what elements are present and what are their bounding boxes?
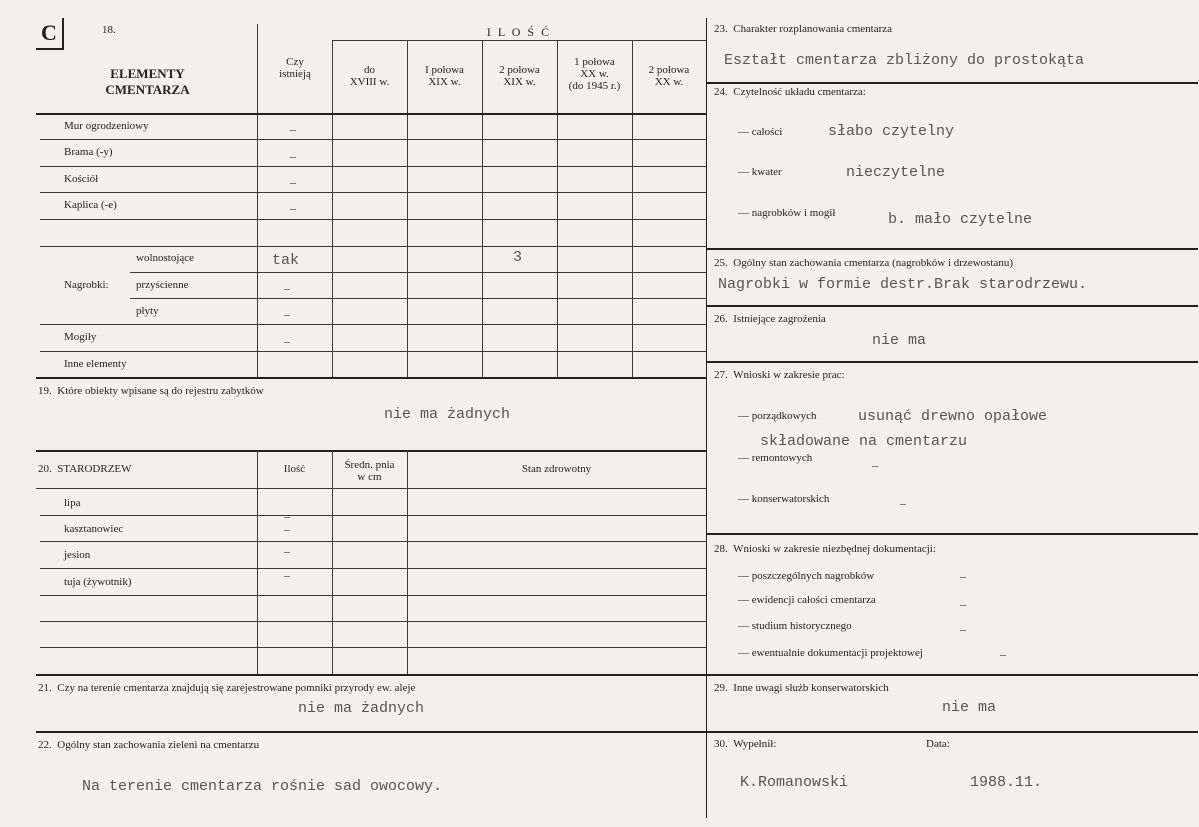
section-22-label: 22. Ogólny stan zachowania zieleni na cmentarzu	[38, 739, 260, 751]
section-30-label: 30. Wypełnił:	[714, 738, 777, 750]
tree-diameter-header: Średn. pnia w cm	[344, 459, 395, 483]
documentation-item-value: –	[960, 569, 966, 583]
section-25-value: Nagrobki w formie destr.Brak starodrzewu.	[718, 276, 1088, 293]
row-quantity-value: 3	[513, 249, 523, 266]
row-exists-value: –	[284, 334, 290, 348]
filled-by-name: K.Romanowski	[740, 774, 849, 791]
works-item-value: składowane na cmentarzu	[760, 433, 968, 450]
row-label: Kościół	[64, 173, 99, 185]
row-exists-value: –	[290, 149, 296, 163]
section-23-label: 23. Charakter rozplanowania cmentarza	[714, 23, 893, 35]
section-25-label: 25. Ogólny stan zachowania cmentarza (nagrobków i drzewostanu)	[714, 257, 1014, 269]
legibility-item-value: słabo czytelny	[828, 123, 955, 140]
tree-name: kasztanowiec	[64, 523, 124, 535]
date-label: Data:	[926, 738, 950, 750]
section-18-number: 18.	[102, 24, 116, 36]
tree-qty-header: Ilość	[283, 463, 306, 475]
section-29-value: nie ma	[942, 699, 997, 716]
documentation-item-label: — ewentualnie dokumentacji projektowej	[738, 647, 923, 659]
section-21-value: nie ma żadnych	[298, 700, 425, 717]
section-28-label: 28. Wnioski w zakresie niezbędnej dokumentacji:	[714, 543, 936, 555]
period-column-header: I połowa XIX w.	[425, 64, 464, 88]
elements-title: ELEMENTY CMENTARZA	[105, 66, 190, 97]
section-24-label: 24. Czytelność układu cmentarza:	[714, 86, 866, 98]
row-label: Brama (-y)	[64, 146, 113, 158]
row-label: Inne elementy	[64, 358, 127, 370]
section-22-value: Na terenie cmentarza rośnie sad owocowy.	[82, 778, 443, 795]
tree-health-header: Stan zdrowotny	[521, 463, 592, 475]
period-column-header: do XVIII w.	[349, 64, 390, 88]
section-26-value: nie ma	[872, 332, 927, 349]
row-exists-value: –	[290, 201, 296, 215]
period-column-header: 2 połowa XIX w.	[499, 64, 540, 88]
tree-qty: –	[284, 544, 290, 558]
documentation-item-value: –	[1000, 647, 1006, 661]
section-27-label: 27. Wnioski w zakresie prac:	[714, 369, 845, 381]
filled-date: 1988.11.	[970, 774, 1043, 791]
documentation-item-label: — ewidencji całości cmentarza	[738, 594, 876, 606]
row-label: płyty	[136, 305, 159, 317]
works-item-value: –	[900, 496, 906, 510]
card-letter: C	[36, 18, 64, 50]
quantity-header: I L O Ś Ć	[486, 25, 552, 39]
works-item-label: — porządkowych	[738, 410, 817, 422]
row-exists-value: –	[284, 307, 290, 321]
documentation-item-label: — poszczególnych nagrobków	[738, 570, 875, 582]
tree-qty: –	[284, 568, 290, 582]
section-29-label: 29. Inne uwagi służb konserwatorskich	[714, 682, 889, 694]
works-item-value: –	[872, 458, 878, 472]
tree-name: tuja (żywotnik)	[64, 576, 132, 588]
row-exists-value: –	[284, 281, 290, 295]
documentation-item-value: –	[960, 597, 966, 611]
nagrobki-label: Nagrobki:	[64, 279, 109, 291]
period-column-header: 2 połowa XX w.	[648, 64, 690, 88]
documentation-item-value: –	[960, 622, 966, 636]
legibility-item-label: — całości	[738, 126, 783, 138]
row-exists-value: tak	[272, 252, 300, 269]
row-label: Mogiły	[64, 331, 97, 343]
row-exists-value: –	[290, 122, 296, 136]
period-column-header: 1 połowa XX w. (do 1945 r.)	[568, 56, 621, 92]
legibility-item-label: — nagrobków i mogił	[738, 207, 836, 219]
section-19-label: 19. Które obiekty wpisane są do rejestru zabytków	[38, 385, 264, 397]
works-item-value: usunąć drewno opałowe	[858, 408, 1048, 425]
section-20-title: 20. STARODRZEW	[38, 463, 132, 475]
tree-name: lipa	[64, 497, 81, 509]
legibility-item-value: b. mało czytelne	[888, 211, 1033, 228]
documentation-item-label: — studium historycznego	[738, 620, 852, 632]
row-label: przyścienne	[136, 279, 189, 291]
section-19-value: nie ma żadnych	[384, 406, 511, 423]
tree-name: jesion	[64, 549, 91, 561]
works-item-label: — remontowych	[738, 452, 813, 464]
legibility-item-value: nieczytelne	[846, 164, 946, 181]
works-item-label: — konserwatorskich	[738, 493, 830, 505]
row-label: Mur ogrodzeniowy	[64, 120, 149, 132]
row-label: wolnostojące	[136, 252, 195, 264]
exists-column-header: Czy istnieją	[279, 56, 311, 80]
section-26-label: 26. Istniejące zagrożenia	[714, 313, 826, 325]
row-exists-value: –	[290, 175, 296, 189]
section-21-label: 21. Czy na terenie cmentarza znajdują się zarejestrowane pomniki przyrody ew. aleje	[38, 682, 416, 694]
tree-qty: –	[284, 509, 290, 523]
section-23-value: Eształt cmentarza zbliżony do prostokąta	[724, 52, 1085, 69]
row-label: Kaplica (-e)	[64, 199, 117, 211]
legibility-item-label: — kwater	[738, 166, 782, 178]
tree-qty: –	[284, 522, 290, 536]
